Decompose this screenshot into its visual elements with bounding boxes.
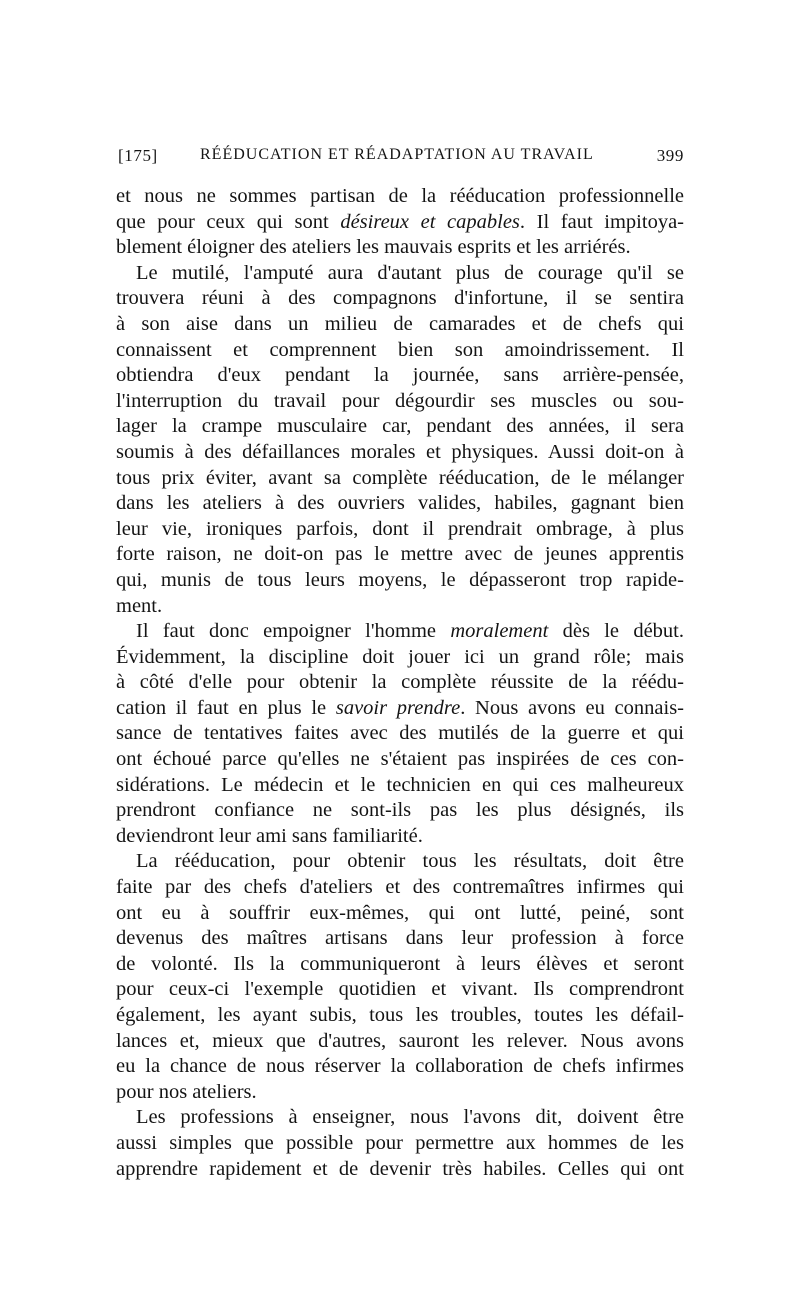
text-line: soumis à des défaillances morales et physiques. Aussi doit-on à xyxy=(116,440,684,463)
text-line: forte raison, ne doit-on pas le mettre avec de jeunes apprentis xyxy=(116,543,684,566)
text-line: ont échoué parce qu'elles ne s'étaient pas inspirées de ces con- xyxy=(116,748,684,771)
text-line: et nous ne sommes partisan de la rééducation professionnelle xyxy=(116,185,684,207)
running-header xyxy=(118,146,684,172)
text-line: leur vie, ironiques parfois, dont il prendrait ombrage, à plus xyxy=(116,517,684,540)
text-line: devenus des maîtres artisans dans leur profession à force xyxy=(116,927,684,950)
italic-phrase: moralement xyxy=(450,620,549,643)
text-line: La rééducation, pour obtenir tous les résultats, doit être xyxy=(136,850,684,873)
body-text xyxy=(116,184,684,1182)
text-line: cation il faut en plus le savoir prendre. Nous avons eu connais- xyxy=(116,696,685,719)
text-line: également, les ayant subis, tous les troubles, toutes les défail- xyxy=(116,1004,684,1026)
text-line: Le mutilé, l'amputé aura d'autant plus de courage qu'il se xyxy=(136,261,684,284)
text-line: l'interruption du travail pour dégourdir ses muscles ou sou- xyxy=(116,389,684,412)
text-line: ont eu à souffrir eux-mêmes, qui ont lutté, peiné, sont xyxy=(116,901,684,924)
text-line: Il faut donc empoigner l'homme moralement dès le début. xyxy=(136,620,684,643)
text-line: de volonté. Ils la communiqueront à leurs élèves et seront xyxy=(116,952,684,975)
text-line: faite par des chefs d'ateliers et des contremaîtres infirmes qui xyxy=(116,876,684,899)
text-line: à côté d'elle pour obtenir la complète réussite de la réédu- xyxy=(116,671,684,694)
text-line: apprendre rapidement et de devenir très habiles. Celles qui ont xyxy=(116,1157,684,1180)
text-line: Les professions à enseigner, nous l'avons dit, doivent être xyxy=(136,1106,684,1129)
text-line: sidérations. Le médecin et le technicien en qui ces malheureux xyxy=(116,773,684,796)
text-line: pour nos ateliers. xyxy=(116,1080,257,1103)
text-line: connaissent et comprennent bien son amoindrissement. Il xyxy=(116,338,684,361)
italic-phrase: savoir prendre xyxy=(335,696,461,719)
section-marker: [175] xyxy=(118,146,158,165)
page-number: 399 xyxy=(656,146,684,165)
text-line: ment. xyxy=(116,594,163,617)
text-line: dans les ateliers à des ouvriers valides, habiles, gagnant bien xyxy=(116,492,684,515)
text-line: obtiendra d'eux pendant la journée, sans arrière-pensée, xyxy=(116,364,684,387)
italic-phrase: désireux et capables xyxy=(340,210,520,233)
text-line: eu la chance de nous réserver la collaboration de chefs infirmes xyxy=(116,1055,684,1078)
text-line: sance de tentatives faites avec des mutilés de la guerre et qui xyxy=(116,722,684,745)
text-line: aussi simples que possible pour permettre aux hommes de les xyxy=(116,1131,684,1154)
text-line: qui, munis de tous leurs moyens, le dépasseront trop rapide- xyxy=(116,568,684,591)
text-line: blement éloigner des ateliers les mauvais esprits et les arriérés. xyxy=(116,236,631,259)
text-line: tous prix éviter, avant sa complète rééducation, de le mélanger xyxy=(116,466,684,489)
text-line: que pour ceux qui sont désireux et capables. Il faut impitoya- xyxy=(116,210,684,233)
text-line: deviendront leur ami sans familiarité. xyxy=(116,824,423,847)
text-line: pour ceux-ci l'exemple quotidien et vivant. Ils comprendront xyxy=(116,978,684,1001)
text-line: lager la crampe musculaire car, pendant des années, il sera xyxy=(116,415,684,438)
text-line: lances et, mieux que d'autres, sauront les relever. Nous avons xyxy=(116,1029,684,1052)
text-line: trouvera réuni à des compagnons d'infortune, il se sentira xyxy=(116,287,684,310)
text-line: prendront confiance ne sont-ils pas les plus désignés, ils xyxy=(116,799,684,822)
text-line: Évidemment, la discipline doit jouer ici un grand rôle; mais xyxy=(116,645,684,668)
text-line: à son aise dans un milieu de camarades et de chefs qui xyxy=(116,312,684,335)
running-title: RÉÉDUCATION ET RÉADAPTATION AU TRAVAIL xyxy=(200,146,594,163)
